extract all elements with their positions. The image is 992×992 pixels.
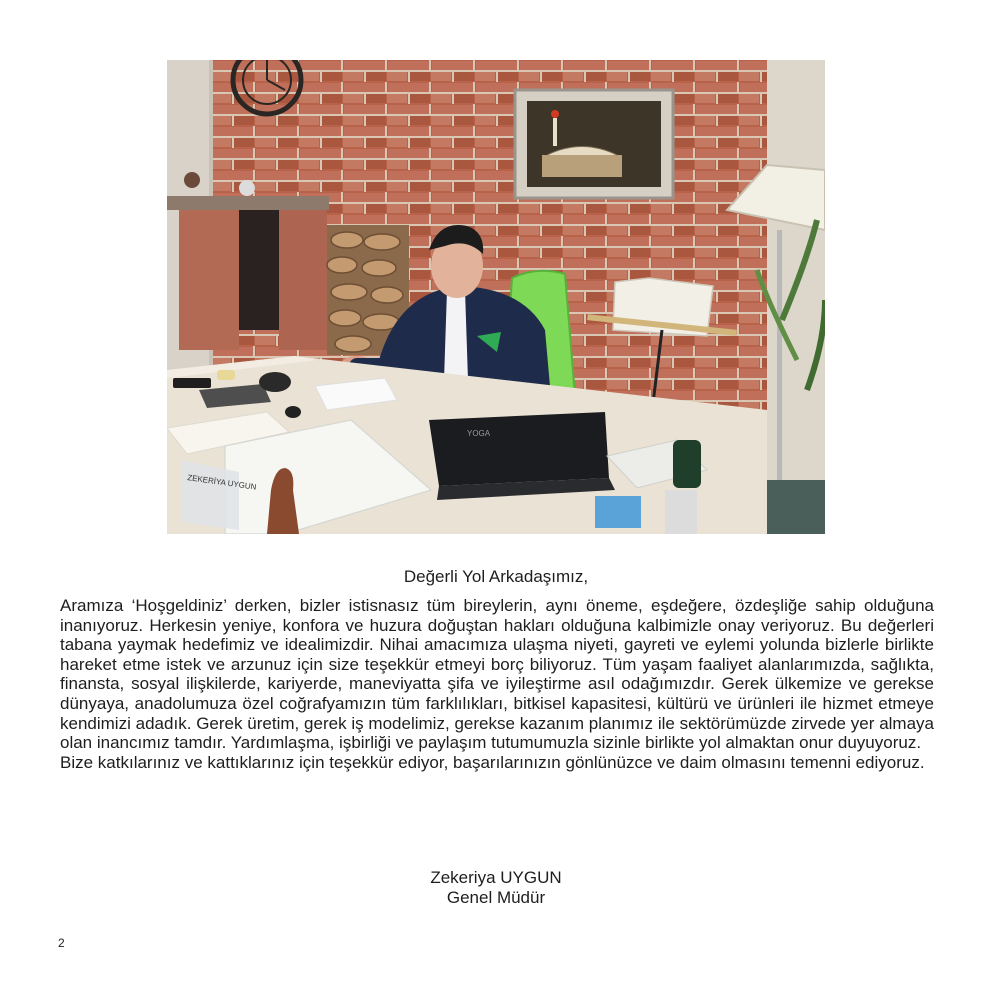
signature-block bbox=[0, 868, 992, 908]
signature-title: Genel Müdür bbox=[446, 888, 546, 907]
office-photo bbox=[167, 60, 825, 534]
letter-greeting: Değerli Yol Arkadaşımız, bbox=[403, 567, 589, 586]
letter-body bbox=[60, 596, 934, 772]
letter-paragraph: Bize katkılarınız ve kattıklarınız için teşekkür ediyor, başarılarınızın gönlünüzce ve daim olmasını temenni ediyoruz. bbox=[60, 752, 925, 772]
framed-painting bbox=[515, 90, 673, 198]
page-number: 2 bbox=[58, 936, 65, 950]
signature-name: Zekeriya UYGUN bbox=[430, 868, 562, 887]
nameplate-text: ZEKERİYA UYGUN bbox=[186, 473, 257, 492]
laptop bbox=[429, 412, 615, 500]
letter-paragraph: Aramıza ‘Hoşgeldiniz’ derken, bizler istisnasız tüm bireylerin, aynı öneme, eşdeğere, özdeşliğe sahip olduğuna inanıyoruz. Herkesin yeniye, konfora ve huzura doğuştan hakları olduğuna kalbimizle onay veriyoruz. Bu değerleri tabana yaymak hedefimiz ve idealimizdir. Nihai amacımıza ulaşma niyeti, gayreti ve eylemi yolunda bizlerle birlikte hareket etme istek ve arzunuz için size teşekkür etmeyi borç biliyoruz. Tüm yaşam faaliyet alanlarımızda, sağlıkta, finansta, sosyal ilişkilerde, kariyerde, maneviyatta şifa ve iyileştirme asıl odağımızdır. Gerek ülkemize ve gerekse dünyaya, anadolumuza özel coğrafyamızın tüm farklılıkları, bitkisel kapasitesi, kültürü ve ürünleri ile hizmet etmeye kendimizi adadık. Gerek üretim, gerek iş modelimiz, gerekse kazanım planımız ile sektörümüzde zirvede yer almaya olan inancımız tamdır. Yardımlaşma, işbirliği ve paylaşım tutumumuzla sizinle birlikte yol almaktan onur duyuyoruz. bbox=[60, 596, 934, 753]
fireplace bbox=[167, 172, 329, 350]
laptop-brand: YOGA bbox=[467, 429, 491, 438]
